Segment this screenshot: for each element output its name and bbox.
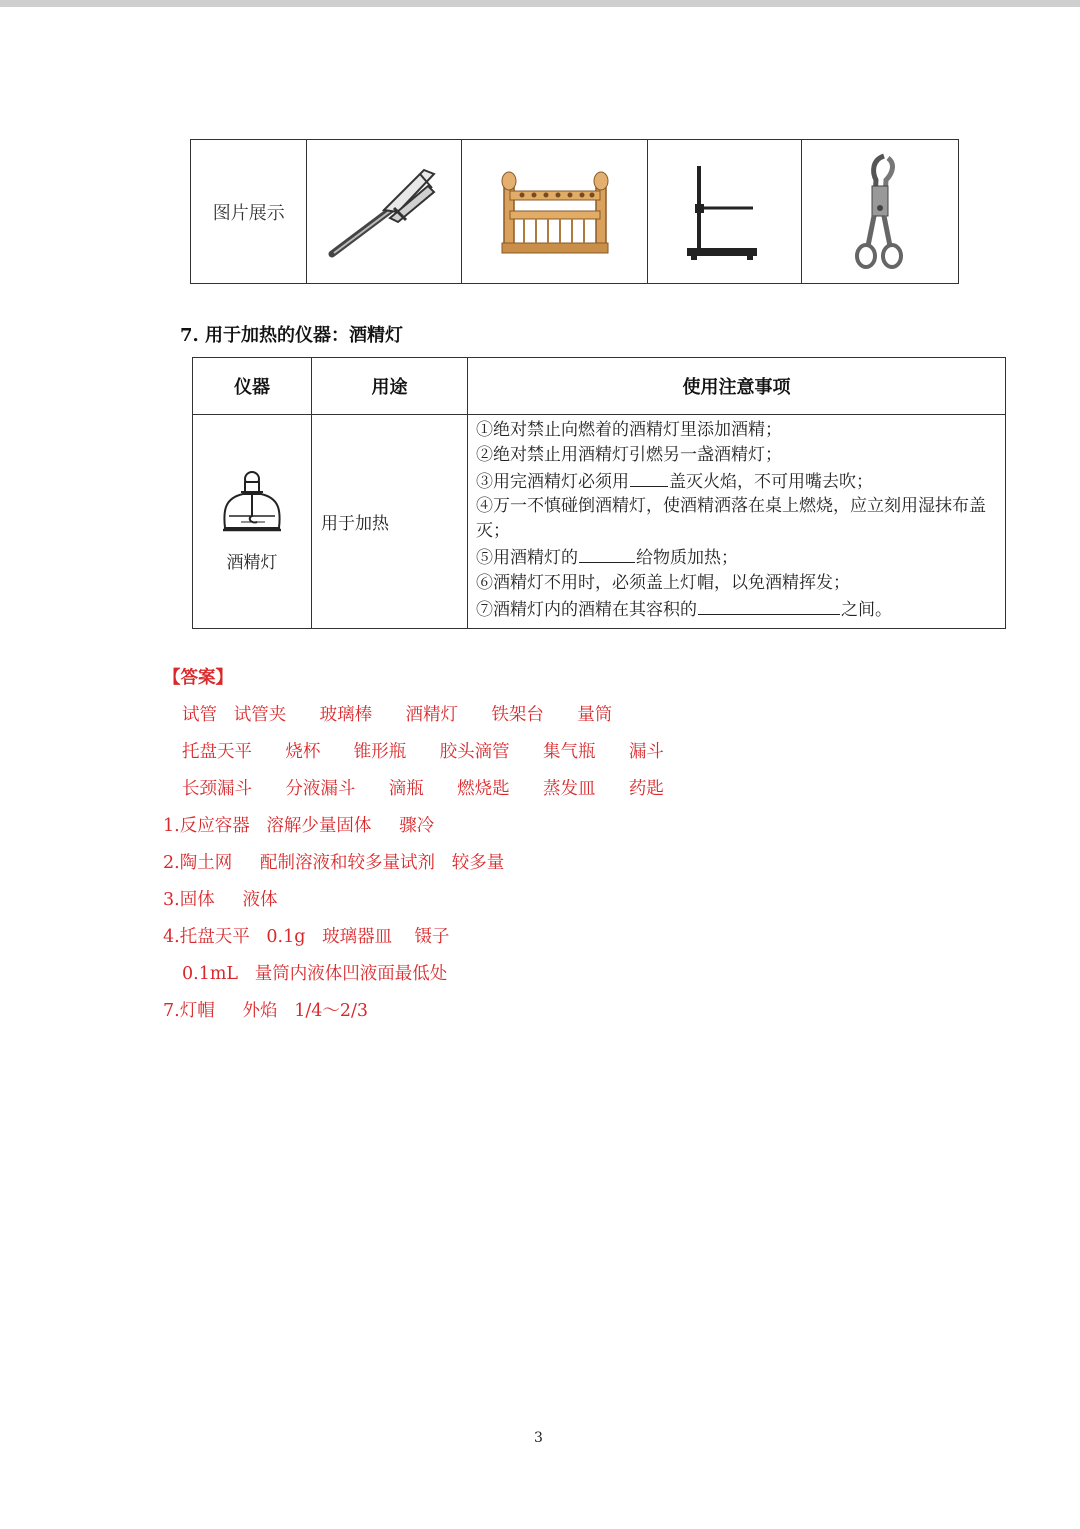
answer-line-2: 托盘天平 烧杯 锥形瓶 胶头滴管 集气瓶 漏斗	[182, 742, 664, 762]
note-7-blank	[698, 596, 840, 615]
crucible-tongs-icon	[850, 150, 910, 274]
test-tube-rack-icon	[500, 167, 610, 257]
top-edge-bar	[0, 0, 1080, 7]
answer-line-5: 2.陶土网 配制溶液和较多量试剂 较多量	[163, 853, 505, 873]
note-5-start: ⑤用酒精灯的	[476, 547, 578, 568]
test-tube-rack-cell	[462, 140, 648, 284]
note-3-end: 盖灭火焰，不可用嘴去吹；	[669, 471, 873, 492]
note-7-start: ⑦酒精灯内的酒精在其容积的	[476, 599, 697, 620]
answer-line-3: 长颈漏斗 分液漏斗 滴瓶 燃烧匙 蒸发皿 药匙	[182, 779, 664, 799]
notes-cell	[468, 415, 1006, 629]
instrument-cell	[193, 415, 312, 629]
note-3	[476, 468, 997, 495]
answer-heading: 【答案】	[163, 668, 233, 688]
section-7-title: 7. 用于加热的仪器：酒精灯	[180, 325, 404, 346]
note-3-start: ③用完酒精灯必须用	[476, 471, 629, 492]
note-7	[476, 596, 997, 623]
iron-stand-cell	[647, 140, 802, 284]
note-5-end: 给物质加热；	[636, 547, 738, 568]
note-2: ②绝对禁止用酒精灯引燃另一盏酒精灯；	[476, 444, 782, 465]
answer-line-9: 7.灯帽 外焰 1/4～2/3	[163, 1001, 369, 1021]
header-instrument: 仪器	[193, 358, 312, 415]
answer-line-1: 试管 试管夹 玻璃棒 酒精灯 铁架台 量筒	[182, 705, 613, 725]
picture-row-label: 图片展示	[191, 140, 307, 284]
header-notes: 使用注意事项	[468, 358, 1006, 415]
note-1: ①绝对禁止向燃着的酒精灯里添加酒精；	[476, 420, 782, 440]
note-7-end: 之间。	[841, 599, 892, 620]
alcohol-lamp-table	[192, 357, 1006, 629]
answer-line-8: 0.1mL 量筒内液体凹液面最低处	[182, 964, 448, 984]
test-tube-holder-cell	[307, 140, 462, 284]
note-4: ④万一不慎碰倒酒精灯，使酒精洒落在桌上燃烧，应立刻用湿抹布盖灭；	[476, 496, 986, 542]
instrument-picture-table	[190, 139, 959, 284]
note-5	[476, 544, 997, 571]
iron-stand-icon	[685, 162, 765, 262]
header-use: 用途	[312, 358, 468, 415]
answer-line-4: 1.反应容器 溶解少量固体 骤冷	[163, 816, 435, 836]
crucible-tongs-cell	[802, 140, 959, 284]
answer-line-6: 3.固体 液体	[163, 890, 278, 910]
page-number: 3	[534, 1430, 543, 1446]
test-tube-holder-icon	[324, 162, 444, 262]
use-cell: 用于加热	[312, 415, 468, 629]
note-3-blank	[630, 468, 668, 487]
alcohol-lamp-icon	[221, 470, 283, 534]
note-6: ⑥酒精灯不用时，必须盖上灯帽，以免酒精挥发；	[476, 572, 850, 593]
answer-line-7: 4.托盘天平 0.1g 玻璃器皿 镊子	[163, 927, 450, 947]
note-5-blank	[579, 544, 635, 563]
instrument-name: 酒精灯	[226, 553, 278, 574]
